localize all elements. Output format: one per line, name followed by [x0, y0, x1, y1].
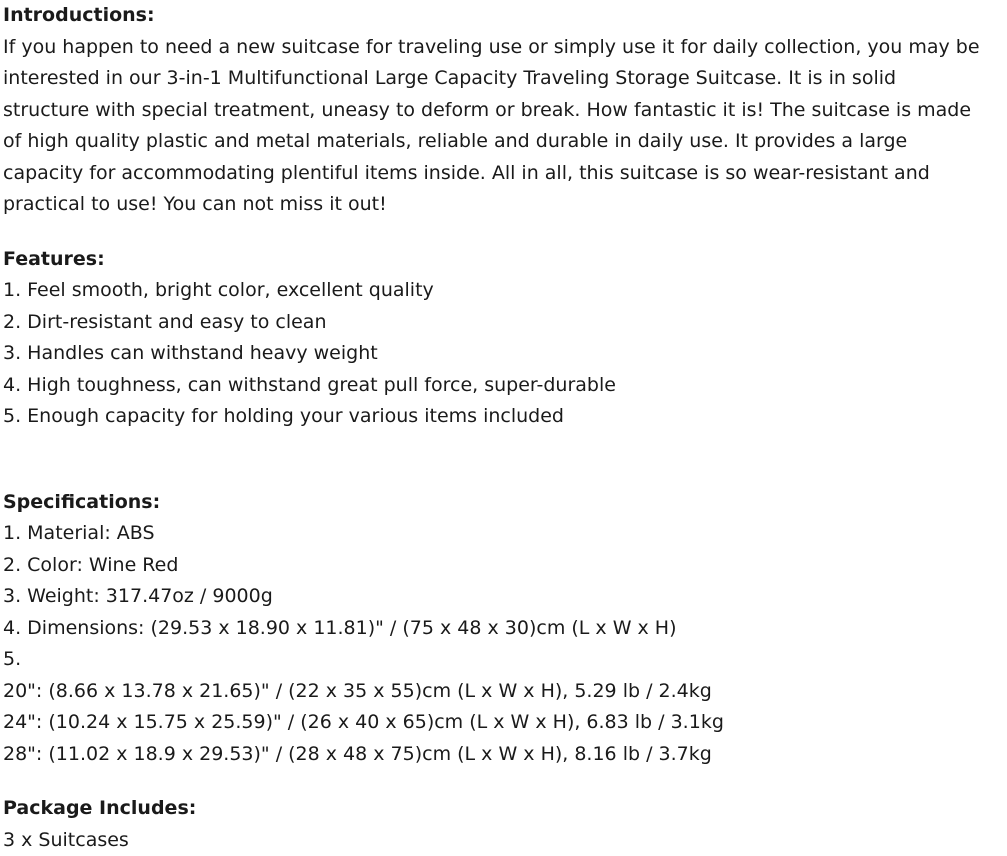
introductions-line: practical to use! You can not miss it out! [3, 189, 1007, 221]
feature-item: 3. Handles can withstand heavy weight [3, 338, 1007, 370]
spec-item: 2. Color: Wine Red [3, 550, 1007, 582]
spec-item: 5. [3, 644, 1007, 676]
introductions-line: of high quality plastic and metal materials, reliable and durable in daily use. It provides a large [3, 126, 1007, 158]
feature-item: 4. High toughness, can withstand great pull force, super-durable [3, 370, 1007, 402]
spacer [3, 770, 1007, 793]
feature-item: 5. Enough capacity for holding your various items included [3, 401, 1007, 433]
introductions-line: structure with special treatment, uneasy to deform or break. How fantastic it is! The suitcase is made [3, 95, 1007, 127]
features-section [3, 244, 1007, 433]
introductions-heading: Introductions: [3, 0, 1007, 32]
spec-item: 20": (8.66 x 13.78 x 21.65)" / (22 x 35 x 55)cm (L x W x H), 5.29 lb / 2.4kg [3, 676, 1007, 708]
introductions-paragraph [3, 32, 1007, 221]
package-item: 3 x Suitcases [3, 825, 1007, 856]
features-heading: Features: [3, 244, 1007, 276]
introductions-line: If you happen to need a new suitcase for traveling use or simply use it for daily collection, you may be [3, 32, 1007, 64]
spacer [3, 433, 1007, 487]
spacer [3, 221, 1007, 244]
feature-item: 1. Feel smooth, bright color, excellent quality [3, 275, 1007, 307]
introductions-section [3, 0, 1007, 221]
spec-item: 24": (10.24 x 15.75 x 25.59)" / (26 x 40 x 65)cm (L x W x H), 6.83 lb / 3.1kg [3, 707, 1007, 739]
specifications-heading: Specifications: [3, 487, 1007, 519]
spec-item: 28": (11.02 x 18.9 x 29.53)" / (28 x 48 x 75)cm (L x W x H), 8.16 lb / 3.7kg [3, 739, 1007, 771]
package-heading: Package Includes: [3, 793, 1007, 825]
introductions-line: interested in our 3-in-1 Multifunctional Large Capacity Traveling Storage Suitcase. It is in solid [3, 63, 1007, 95]
feature-item: 2. Dirt-resistant and easy to clean [3, 307, 1007, 339]
spec-item: 4. Dimensions: (29.53 x 18.90 x 11.81)" / (75 x 48 x 30)cm (L x W x H) [3, 613, 1007, 645]
spec-item: 3. Weight: 317.47oz / 9000g [3, 581, 1007, 613]
specifications-section [3, 487, 1007, 771]
introductions-line: capacity for accommodating plentiful items inside. All in all, this suitcase is so wear-resistant and [3, 158, 1007, 190]
package-section [3, 793, 1007, 856]
spec-item: 1. Material: ABS [3, 518, 1007, 550]
